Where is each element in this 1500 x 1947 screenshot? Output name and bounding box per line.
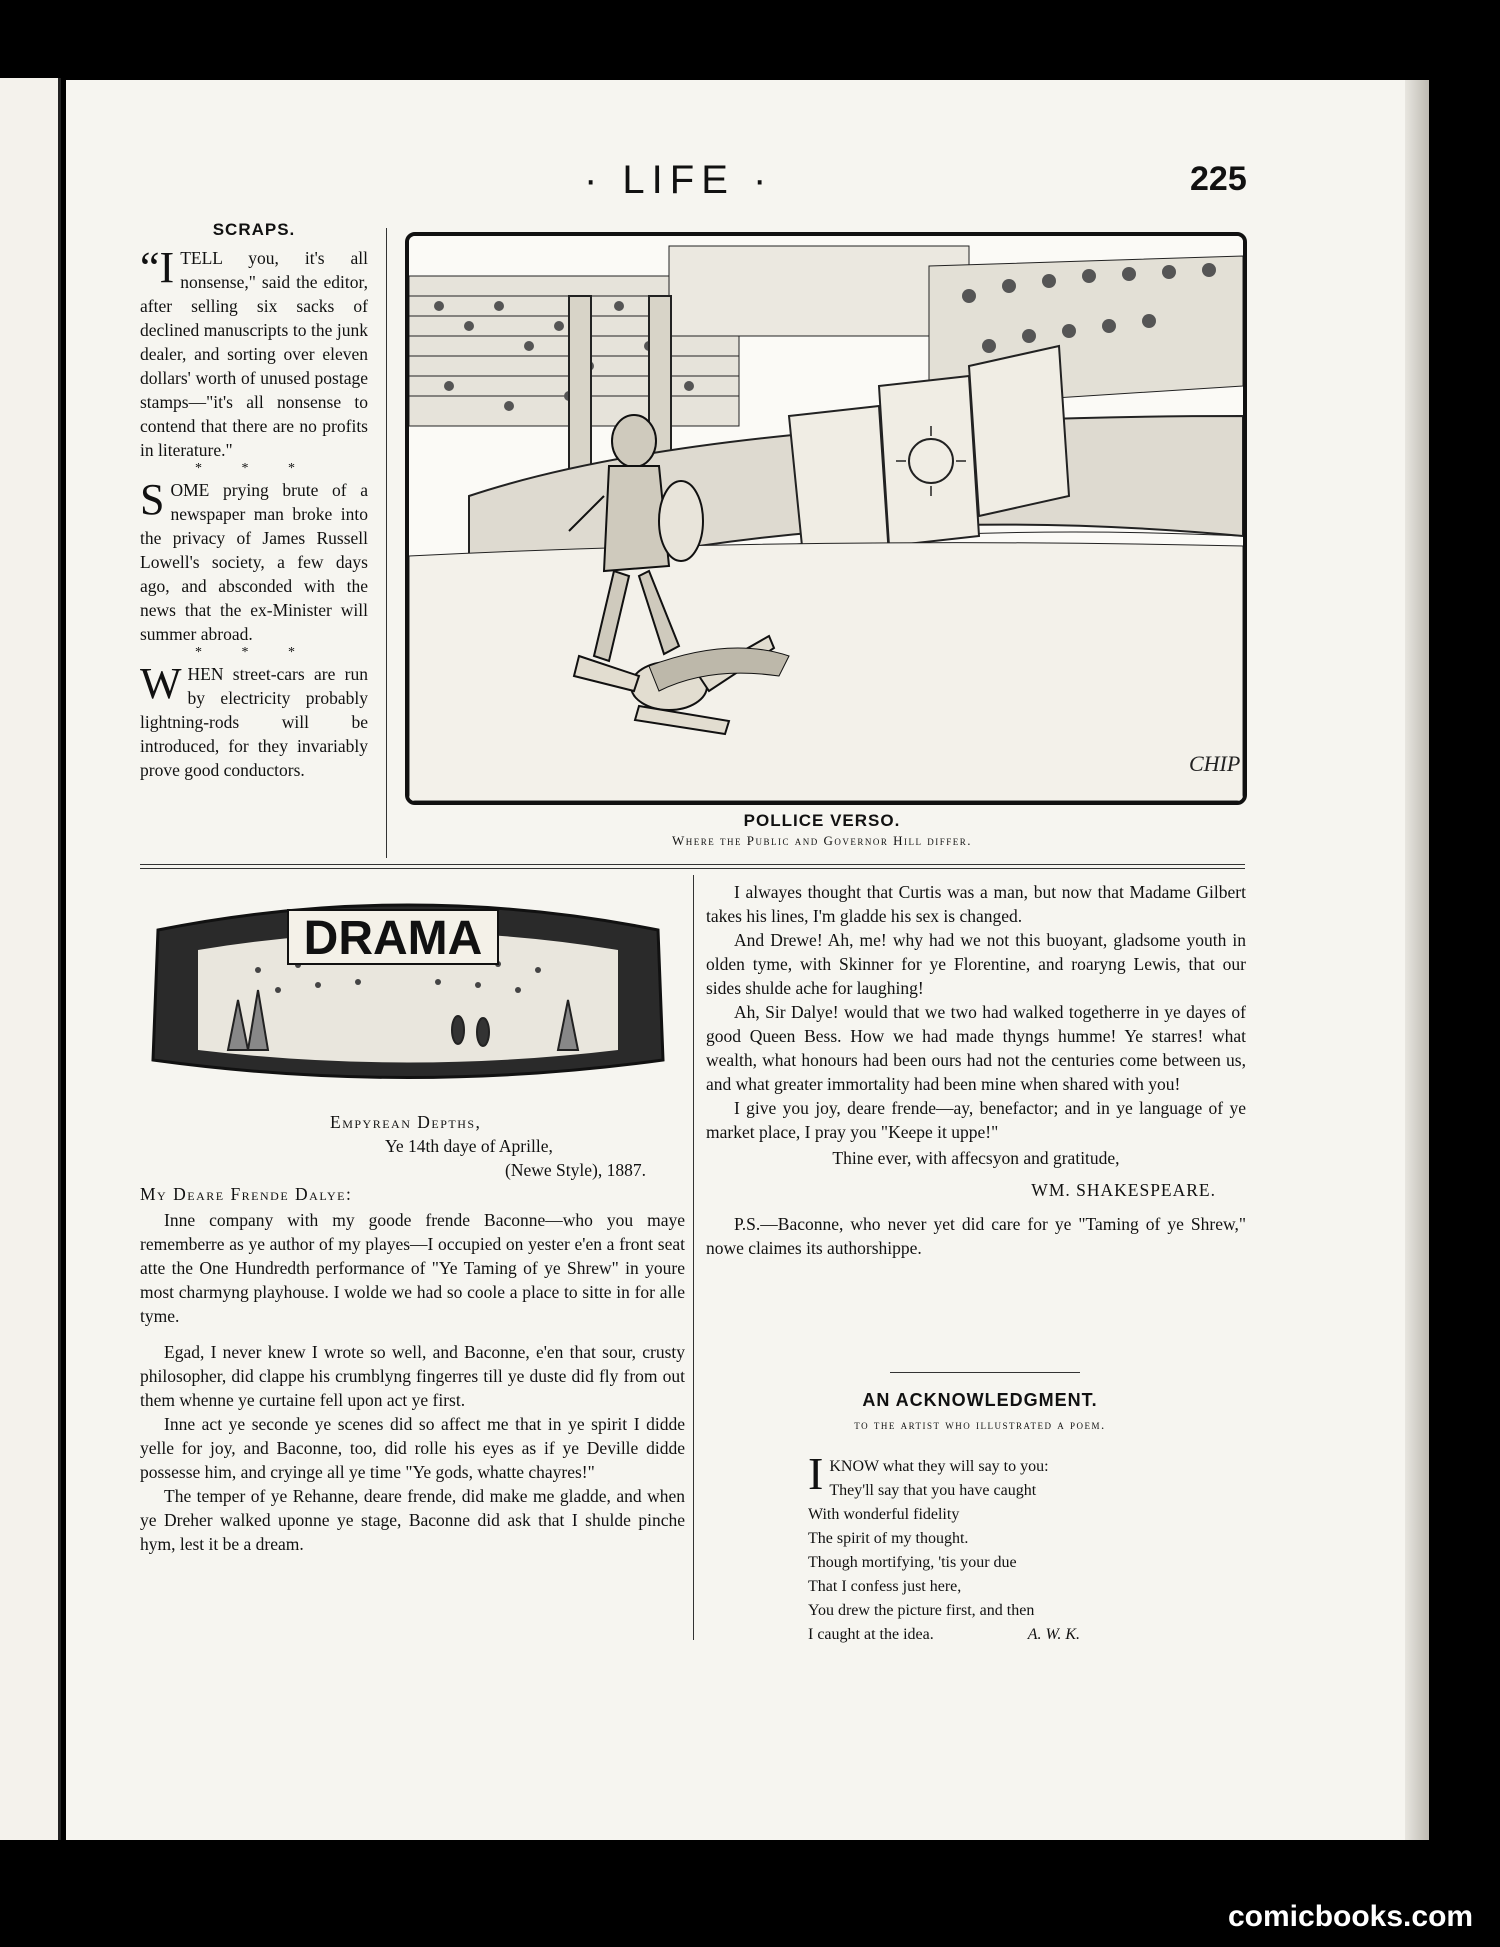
letter-paragraph: Inne act ye seconde ye scenes did so affect me that in ye spirit I didde yelle for joy, and Baconne, too, did rolle his eyes as if ye Deville didde possesse him, and cryinge all ye time "Ye gods, whatte chayres!" — [140, 1414, 685, 1482]
poem-line: You drew the picture first, and then — [808, 1602, 1035, 1619]
scraps-item-text: HEN street-cars are run by electricity probably lightning-rods will be introduced, for they invariably prove good conductors. — [140, 664, 368, 780]
letter-column-left — [140, 1208, 685, 1556]
acknowledgment-subtitle: to the artist who illustrated a poem. — [854, 1417, 1106, 1432]
scraps-item-text: OME prying brute of a newspaper man broke into the privacy of James Russell Lowell's society, a few days ago, and absconded with the news that the ex-Minister will summer abroad. — [140, 480, 368, 644]
cartoon-caption — [405, 811, 1239, 849]
scraps-item — [140, 475, 368, 646]
section-divider — [140, 868, 1245, 869]
letter-paragraph: The temper of ye Rehanne, deare frende, did make me gladde, and when ye Dreher walked uponne ye stage, Baconne did ask that I shulde pinche hym, lest it be a dream. — [140, 1486, 685, 1554]
column-divider — [386, 228, 387, 858]
artist-signature: CHIP — [1189, 751, 1241, 776]
drama-banner — [138, 890, 678, 1100]
letter-signature: WM. SHAKESPEARE. — [1031, 1180, 1216, 1200]
scraps-title: SCRAPS. — [212, 220, 296, 239]
letter-paragraph: Inne company with my goode frende Baconne—who you maye rememberre as ye author of my playes—I occupied on yester e'en a front seat atte the One Hundredth performance of "Ye Taming of ye Shrew" in youre most charmyng playhouse. I wolde we had so coole a place to sitte in for alle tyme. — [140, 1210, 685, 1326]
letter-paragraph: Ah, Sir Dalye! would that we two had walked togetherre in ye dayes of good Queen Bess. How we had made thyngs humme! Ye starres! what wealth, what honours had been ours had not the centuries come between us, and what greater immortality had been mine when shared with you! — [706, 1002, 1246, 1094]
section-divider — [140, 864, 1245, 865]
letter-paragraph: I alwayes thought that Curtis was a man, but now that Madame Gilbert takes his lines, I'm gladde his sex is changed. — [706, 882, 1246, 926]
dropcap: “I — [140, 243, 175, 292]
poem-line: The spirit of my thought. — [808, 1530, 969, 1547]
previous-page-edge — [0, 78, 61, 1840]
letter-closing: Thine ever, with affecsyon and gratitude, — [832, 1148, 1120, 1168]
letter-origin: Empyrean Depths, — [330, 1112, 482, 1132]
letter-paragraph: And Drewe! Ah, me! why had we not this buoyant, gladsome youth in olden tyme, with Skinner for ye Florentine, and roaryng Lewis, that our sides shulde ache for laughing! — [706, 930, 1246, 998]
site-watermark: comicbooks.com — [1228, 1900, 1474, 1933]
drama-banner-title: DRAMA — [303, 912, 483, 965]
dropcap: I — [808, 1448, 824, 1499]
drama-stage-illustration — [138, 890, 678, 1100]
dropcap: W — [140, 659, 182, 708]
cartoon-subtitle: Where the Public and Governor Hill differ. — [671, 833, 973, 848]
poem-line: They'll say that you have caught — [829, 1482, 1037, 1499]
letter-paragraph: Egad, I never knew I wrote so well, and Baconne, e'en that sour, crusty philosopher, did clappe his crumblyng fingerres till ye duste did fly from out them whenne ye curtaine fell upon act ye first. — [140, 1342, 685, 1410]
poem-line-text: I caught at the idea. — [808, 1626, 934, 1643]
page-number: 225 — [1190, 160, 1247, 198]
letter-header — [140, 1110, 685, 1206]
section-separator: * * * — [195, 461, 313, 476]
letter-salutation: My Deare Frende Dalye: — [140, 1184, 353, 1204]
acknowledgment-header — [760, 1390, 1200, 1433]
acknowledgment-title: AN ACKNOWLEDGMENT. — [862, 1390, 1098, 1410]
letter-year: (Newe Style), 1887. — [505, 1160, 646, 1180]
scraps-item — [140, 243, 368, 462]
scraps-item-text: TELL you, it's all nonsense," said the editor, after selling six sacks of declined manuscripts to the junk dealer, and sorting over eleven dollars' worth of unused postage stamps—"it's all nonsense to contend that there are no profits in literature." — [140, 248, 368, 460]
poem-author: A. W. K. — [1027, 1626, 1081, 1643]
poem-line: With wonderful fidelity — [808, 1506, 960, 1523]
masthead: · LIFE · — [584, 158, 774, 202]
column-divider — [693, 875, 694, 1640]
scraps-column — [140, 218, 368, 782]
arena-scene-illustration — [409, 236, 1243, 801]
poem-line — [808, 1623, 1168, 1647]
letter-date: Ye 14th daye of Aprille, — [385, 1136, 553, 1156]
cartoon-illustration — [405, 232, 1247, 805]
letter-paragraph: I give you joy, deare frende—ay, benefactor; and in ye language of ye market place, I pray you "Keepe it uppe!" — [706, 1098, 1246, 1142]
letter-postscript: P.S.—Baconne, who never yet did care for ye "Taming of ye Shrew," nowe claimes its authorshippe. — [706, 1214, 1246, 1258]
poem-line: That I confess just here, — [808, 1578, 962, 1595]
poem-line: KNOW what they will say to you: — [829, 1458, 1049, 1475]
short-divider — [890, 1372, 1080, 1373]
letter-column-right — [706, 880, 1246, 1260]
scraps-item — [140, 659, 368, 782]
section-separator: * * * — [195, 645, 313, 660]
page-edge-shadow — [1405, 80, 1429, 1840]
poem-line: Though mortifying, 'tis your due — [808, 1554, 1017, 1571]
dropcap: S — [140, 475, 165, 524]
acknowledgment-poem — [808, 1448, 1168, 1647]
cartoon-title: POLLICE VERSO. — [743, 811, 901, 830]
